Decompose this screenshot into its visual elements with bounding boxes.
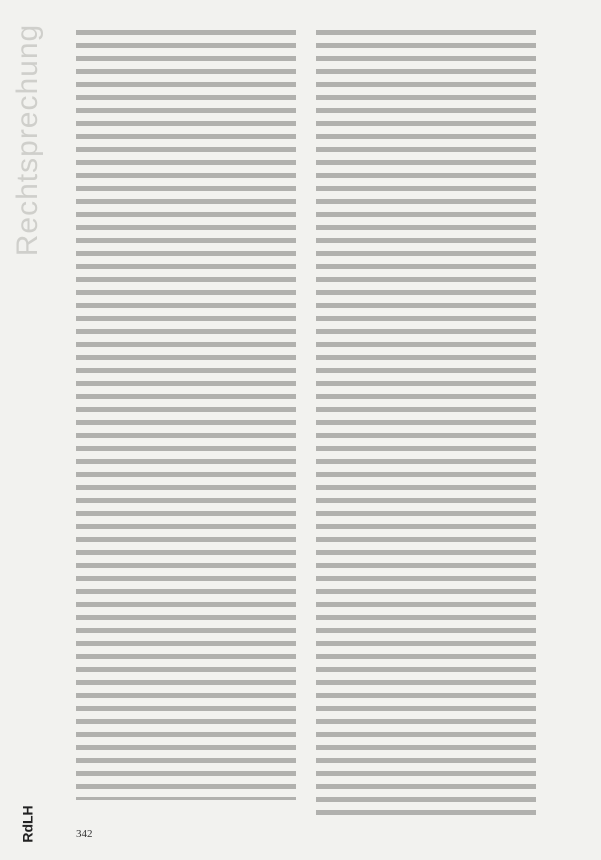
- journal-logo-text: RdLH: [20, 805, 37, 843]
- section-title: [8, 23, 48, 257]
- page-number: 342: [76, 828, 93, 840]
- text-column-right-lines: [316, 30, 536, 820]
- text-column-right: [316, 30, 536, 820]
- text-column-left: [76, 30, 296, 800]
- section-title-text: Rechtsprechung: [11, 23, 44, 257]
- text-column-left-lines: [76, 30, 296, 800]
- journal-side-strip: [18, 520, 38, 843]
- journal-logo: [18, 805, 38, 843]
